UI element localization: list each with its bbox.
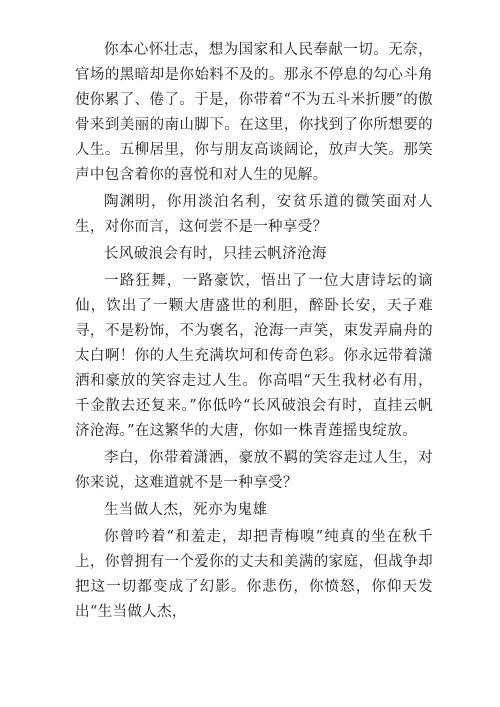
document-page: [75, 30, 433, 627]
section-heading-li-qingzhao: 生当做人杰，死亦为鬼雄: [104, 502, 268, 518]
paragraph-li-bai-conclusion: 李白，你带着潇洒，豪放不羁的笑容走过人生，对你来说，这难道就不是一种享受？: [75, 450, 433, 491]
paragraph-tao-yuanming-story: 你本心怀壮志，想为国家和人民奉献一切。无奈，官场的黑暗却是你始料不及的。那永不停息的勾心斗角使你累了、倦了。于是，你带着“不为五斗米折腰”的傲骨来到美丽的南山脚下。在这里，你找到了你所想要的人生。五柳居里，你与朋友高谈阔论，放声大笑。那笑声中包含着你的喜悦和对人生的见解。: [75, 42, 433, 183]
paragraph-li-qingzhao-story: 你曾吟着“和羞走，却把青梅嗅”纯真的坐在秋千上，你曾拥有一个爱你的丈夫和美满的家庭，但战争却把这一切都变成了幻影。你悲伤，你愤怒，你仰天发出“生当做人杰，: [75, 529, 433, 620]
paragraph-tao-yuanming-conclusion: 陶渊明，你用淡泊名利，安贫乐道的微笑面对人生，对你而言，这何尝不是一种享受？: [75, 194, 433, 235]
section-heading-li-bai: 长风破浪会有时，只挂云帆济沧海: [104, 246, 327, 262]
paragraph-li-bai-story: 一路狂舞，一路豪饮，悟出了一位大唐诗坛的谪仙，饮出了一颗大唐盛世的利胆，醉卧长安，天子难寻，不是粉饰，不为褒名，沧海一声笑，束发弄扁舟的太白啊！你的人生充满坎坷和传奇色彩。你永远带着潇洒和豪放的笑容走过人生。你高唱“天生我材必有用，千金散去还复来。”你低吟“长风破浪会有时，直挂云帆济沧海。”在这繁华的大唐，你如一株青莲摇曳绽放。: [75, 273, 433, 439]
